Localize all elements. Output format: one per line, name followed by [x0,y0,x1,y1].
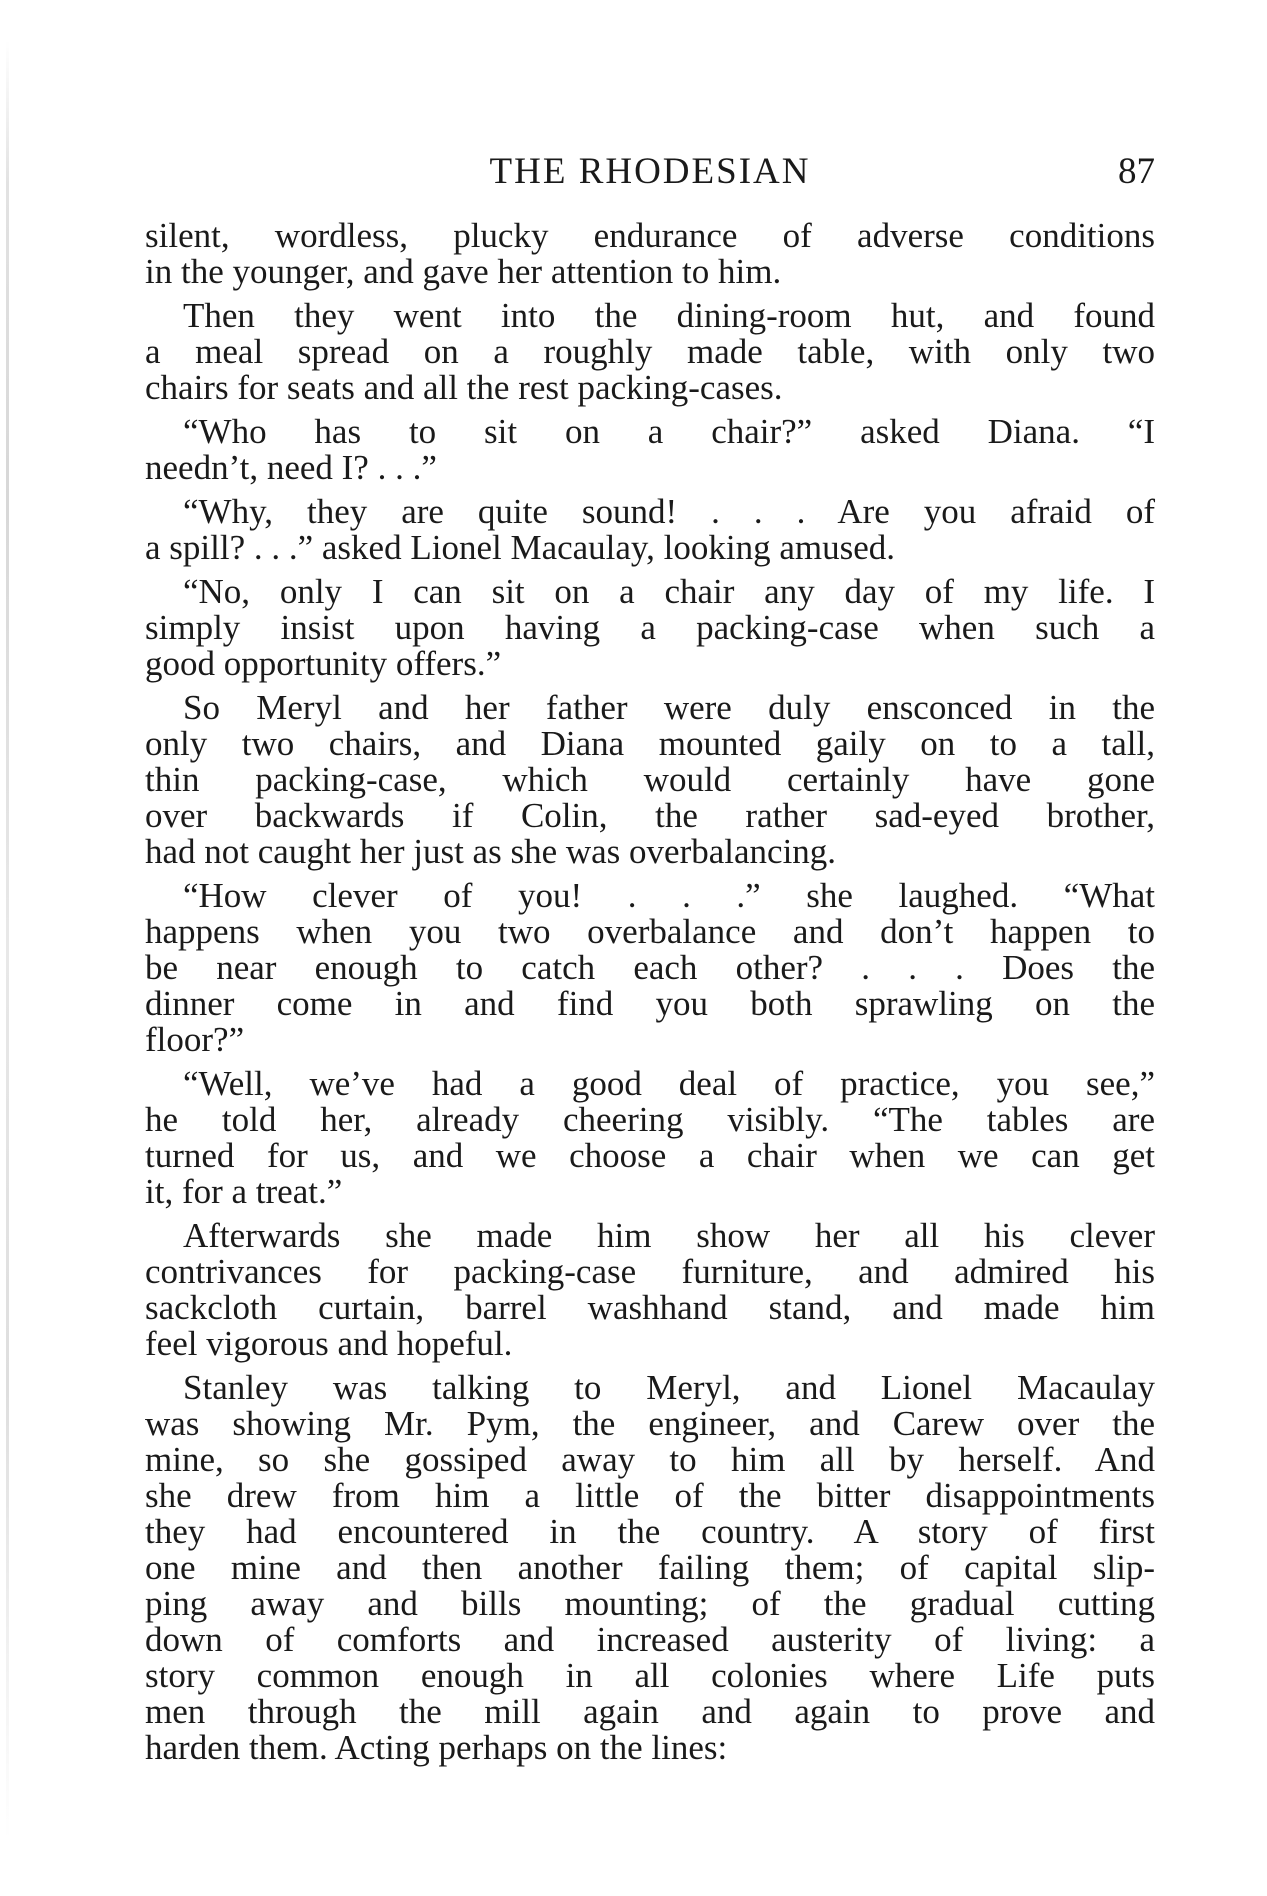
paragraph [145,1066,1155,1210]
page-number: 87 [1118,151,1155,192]
text-line: feel vigorous and hopeful. [145,1324,513,1363]
text-line: “Well, we’ve had a good deal of practice, you see,” [183,1064,1155,1103]
text-line: Stanley was talking to Meryl, and Lionel Macaulay [183,1368,1155,1407]
text-line: needn’t, need I? . . .” [145,448,437,487]
text-line: sackcloth curtain, barrel washhand stand, and made him [145,1288,1155,1327]
paragraph [145,414,1155,486]
paragraph [145,690,1155,870]
text-line: men through the mill again and again to prove and [145,1692,1155,1731]
running-title: THE RHODESIAN [489,151,811,192]
text-line: he told her, already cheering visibly. “The tables are [145,1100,1155,1139]
text-line: simply insist upon having a packing-case when such a [145,608,1155,647]
text-line: harden them. Acting perhaps on the lines: [145,1728,728,1767]
text-line: thin packing-case, which would certainly have gone [145,760,1155,799]
text-line: ping away and bills mounting; of the gradual cutting [145,1584,1155,1623]
text-line: chairs for seats and all the rest packing-cases. [145,368,783,407]
text-line: one mine and then another failing them; of capital slip- [145,1548,1155,1587]
text-line: a spill? . . .” asked Lionel Macaulay, looking amused. [145,528,896,567]
text-line: silent, wordless, plucky endurance of adverse conditions [145,216,1155,255]
text-line: happens when you two overbalance and don’t happen to [145,912,1155,951]
text-line: Then they went into the dining-room hut, and found [183,296,1155,335]
text-line: had not caught her just as she was overbalancing. [145,832,837,871]
text-line: in the younger, and gave her attention to him. [145,252,782,291]
text-line: she drew from him a little of the bitter disappointments [145,1476,1155,1515]
paragraph [145,1218,1155,1362]
text-line: only two chairs, and Diana mounted gaily on to a tall, [145,724,1155,763]
page-edge-shadow [6,40,9,1840]
text-line: was showing Mr. Pym, the engineer, and Carew over the [145,1404,1155,1443]
text-line: dinner come in and find you both sprawling on the [145,984,1155,1023]
text-line: over backwards if Colin, the rather sad-eyed brother, [145,796,1155,835]
text-line: So Meryl and her father were duly ensconced in the [183,688,1155,727]
text-line: story common enough in all colonies where Life puts [145,1656,1155,1695]
text-line: Afterwards she made him show her all his clever [183,1216,1155,1255]
text-line: “No, only I can sit on a chair any day of my life. I [183,572,1155,611]
paragraph [145,298,1155,406]
paragraph [145,1370,1155,1766]
text-line: “Who has to sit on a chair?” asked Diana. “I [183,412,1155,451]
text-line: floor?” [145,1020,245,1059]
text-line: turned for us, and we choose a chair when we can get [145,1136,1155,1175]
text-line: good opportunity offers.” [145,644,502,683]
text-line: down of comforts and increased austerity of living: a [145,1620,1155,1659]
paragraph [145,878,1155,1058]
page-header [145,150,1155,200]
body-text [145,218,1155,1774]
text-line: mine, so she gossiped away to him all by herself. And [145,1440,1155,1479]
paragraph [145,494,1155,566]
text-line: they had encountered in the country. A story of first [145,1512,1155,1551]
paragraph [145,218,1155,290]
text-line: “How clever of you! . . .” she laughed. “What [183,876,1155,915]
text-line: contrivances for packing-case furniture, and admired his [145,1252,1155,1291]
text-line: “Why, they are quite sound! . . . Are you afraid of [183,492,1155,531]
text-line: be near enough to catch each other? . . . Does the [145,948,1155,987]
text-line: a meal spread on a roughly made table, with only two [145,332,1155,371]
text-line: it, for a treat.” [145,1172,343,1211]
paragraph [145,574,1155,682]
